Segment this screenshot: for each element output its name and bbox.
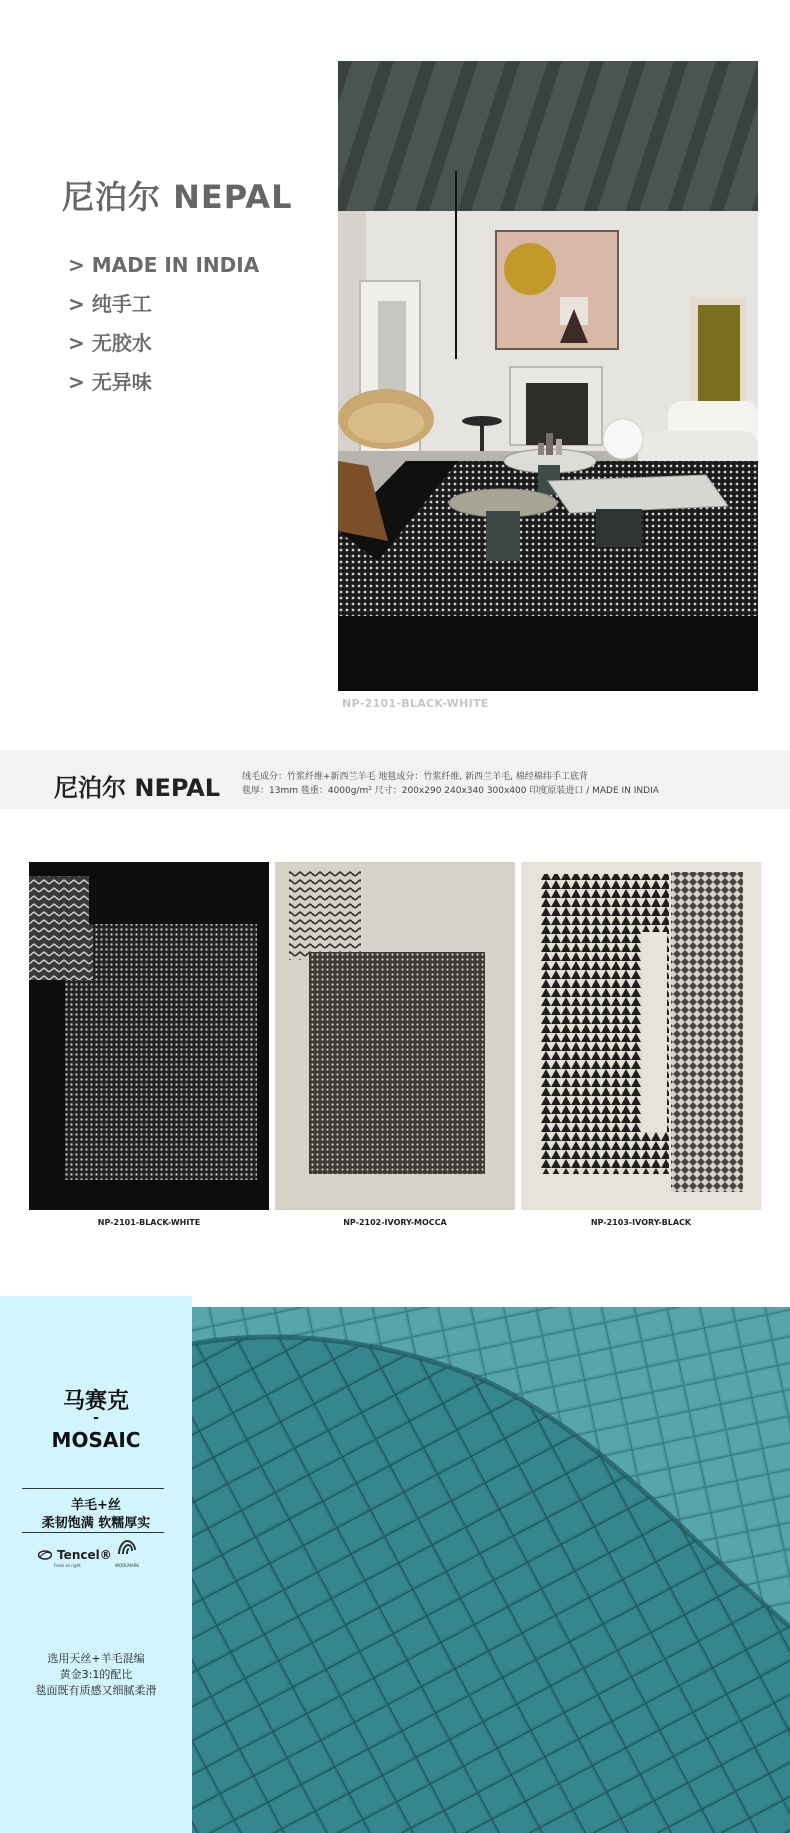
photo-caption: NP-2101-BLACK-WHITE xyxy=(342,697,489,710)
room-scene-photo xyxy=(338,61,758,691)
product-label: NP-2103-IVORY-BLACK xyxy=(590,1218,692,1227)
woolmark-label: WOOLMARK xyxy=(114,1563,140,1568)
mosaic-description-line: 选用天丝+羊毛混编 xyxy=(47,1652,145,1665)
mosaic-title-cn: 马赛克 xyxy=(62,1389,129,1414)
title-separator: - xyxy=(93,1410,99,1426)
feature-item: > 无胶水 xyxy=(68,331,152,355)
product-label: NP-2102-IVORY-MOCCA xyxy=(343,1218,447,1227)
product-label: NP-2101-BLACK-WHITE xyxy=(97,1218,201,1227)
hero-title: 尼泊尔 NEPAL xyxy=(62,178,293,216)
tencel-tagline: Feels so right xyxy=(54,1563,81,1568)
product-image-ivory-mocca xyxy=(275,862,515,1210)
feature-item: > 无异味 xyxy=(68,370,152,394)
woolmark-icon xyxy=(116,1543,138,1562)
divider xyxy=(22,1532,164,1533)
mosaic-description-line: 毯面既有质感又细腻柔滑 xyxy=(35,1684,157,1697)
mosaic-info-panel xyxy=(0,1296,192,1833)
tencel-brand: Tencel® xyxy=(57,1548,112,1562)
spec-bar xyxy=(0,750,790,809)
feature-material: 羊毛+丝 xyxy=(71,1498,121,1513)
spec-line-composition: 绒毛成分：竹浆纤维+新西兰羊毛 地毯成分：竹浆纤维, 新西兰羊毛, 棉经棉纬手工底背 xyxy=(242,772,588,782)
feature-item: > MADE IN INDIA xyxy=(68,253,260,277)
product-image-ivory-black xyxy=(521,862,761,1210)
woolmark-logo xyxy=(112,1538,142,1568)
product-image-black-white xyxy=(29,862,269,1210)
feature-texture: 柔韧饱满 软糯厚实 xyxy=(41,1516,151,1531)
spec-line-dimensions: 毯厚：13mm 毯重：4000g/m² 尺寸：200x290 240x340 300x400 印度原装进口 / MADE IN INDIA xyxy=(242,786,659,796)
spec-details xyxy=(242,770,659,798)
mosaic-description-line: 黄金3:1的配比 xyxy=(59,1668,133,1681)
tencel-leaf-icon xyxy=(38,1544,57,1563)
mosaic-title-en: MOSAIC xyxy=(51,1428,141,1452)
spec-title: 尼泊尔 NEPAL xyxy=(54,774,221,802)
feature-list xyxy=(68,252,259,408)
feature-item: > 纯手工 xyxy=(68,292,152,316)
divider xyxy=(22,1488,164,1489)
tencel-logo xyxy=(38,1544,112,1568)
mosaic-rug-photo xyxy=(176,1307,790,1833)
